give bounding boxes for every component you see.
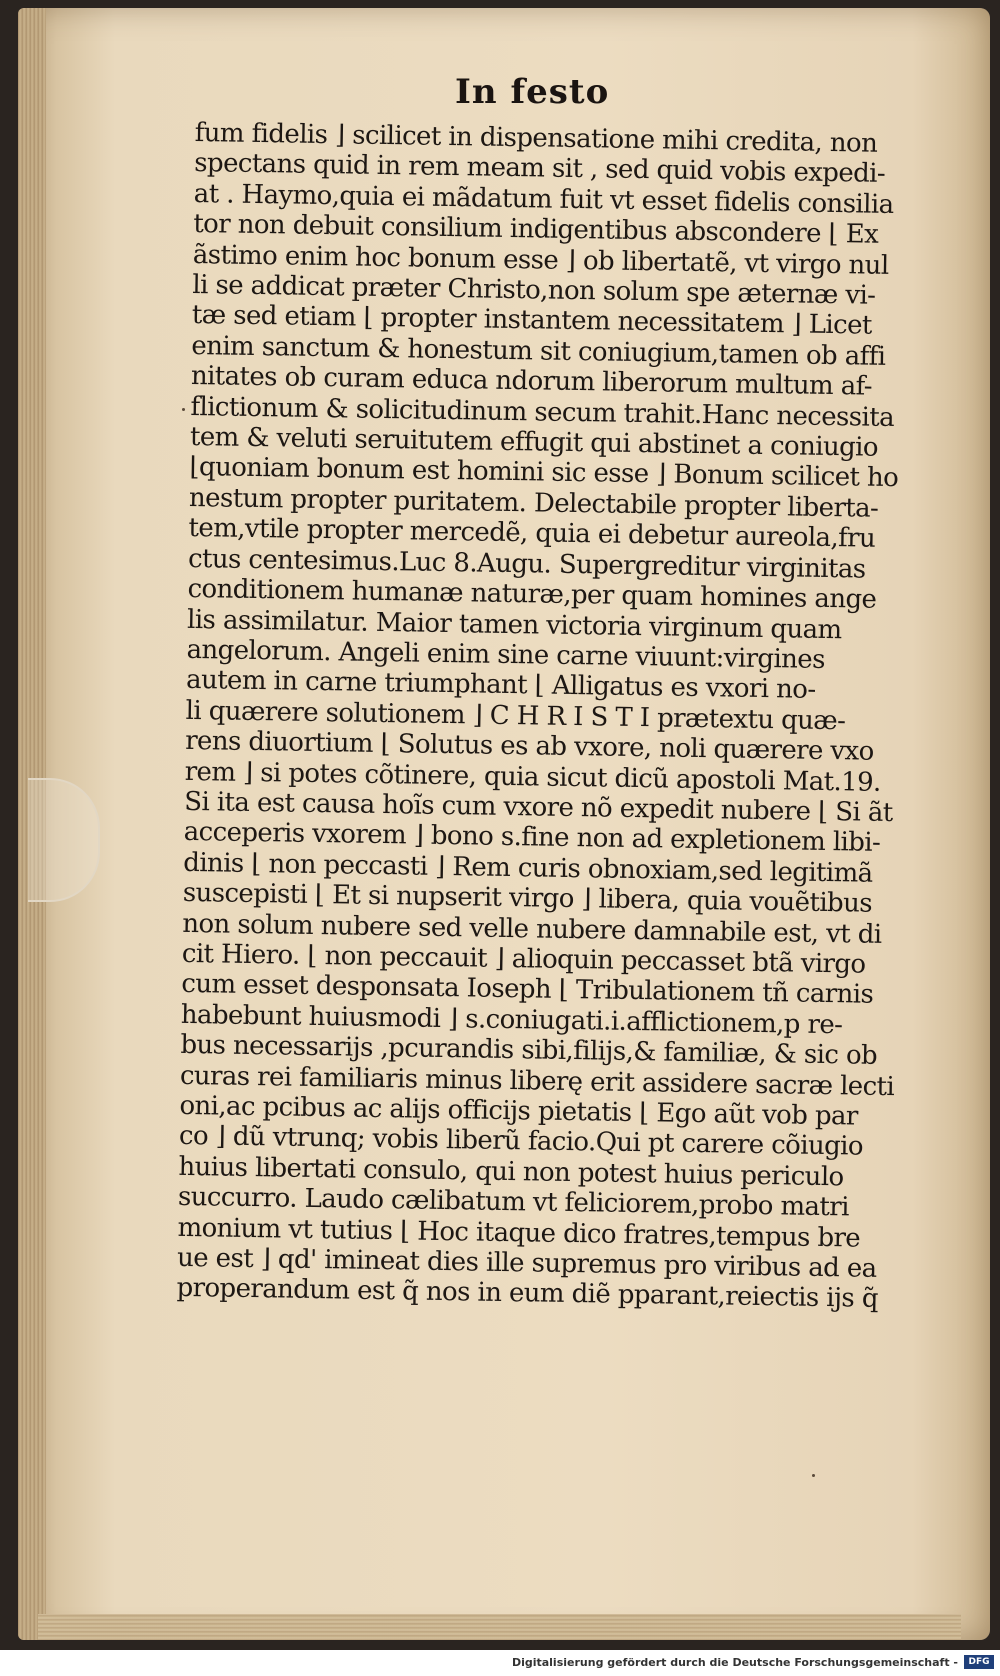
text-line: oni,ac pcibus ac alijs officijs pietatis ⌊ Ego aũt vob par [179,1090,858,1132]
text-line: autem in carne triumphant ⌊ Alligatus es vxori no- [185,665,816,706]
text-line: li se addicat præter Christo,non solum spe æternæ vi- [192,270,876,311]
text-line: non solum nubere sed velle nubere damnabile est, vt di [182,908,882,950]
text-line: conditionem humanæ naturæ,per quam homines ange [187,574,877,615]
text-line: li quærere solutionem ⌋ C H R I S T I prætextu quæ- [185,695,846,737]
text-line: cum esset desponsata Ioseph ⌊ Tribulationem tñ carnis [181,969,874,1011]
body-text [176,118,925,1315]
text-line: spectans quid in rem meam sit , sed quid vobis expedi- [194,148,886,190]
text-line: co ⌋ dũ vtrunq; vobis liberũ facio.Qui pt carere cõiugio [178,1121,864,1163]
text-line: nitates ob curam educa ndorum liberorum multum af- [190,361,873,402]
text-line: cit Hiero. ⌊ non peccauit ⌋ alioquin peccasset btã virgo [181,938,866,980]
text-line: enim sanctum & honestum sit coniugium,tamen ob affi [191,330,886,372]
text-line: tor non debuit consilium indigentibus abscondere ⌊ Ex [193,209,879,250]
text-line: monium vt tutius ⌊ Hoc itaque dico fratres,tempus bre [177,1212,861,1254]
text-line: tem & veluti seruitutem effugit qui abstinet a coniugio [189,422,879,463]
text-line: tæ sed etiam ⌊ propter instantem necessitatem ⌋ Licet [191,300,872,342]
running-heading: In festo [455,72,610,112]
text-line: acceperis vxorem ⌋ bono s.fine non ad expletionem libi- [183,817,881,859]
text-line: huius libertati consulo, qui non potest huius periculo [178,1151,844,1193]
text-line: ue est ⌋ qd' imineat dies ille supremus pro viribus ad ea [176,1242,877,1284]
text-line: at . Haymo,quia ei mãdatum fuit vt esset fidelis consilia [193,178,894,220]
text-line: rens diuortium ⌊ Solutus es ab vxore, noli quærere vxo [184,726,874,767]
text-line: angelorum. Angeli enim sine carne viuunt:virgines [186,634,826,675]
text-line: tem,vtile propter mercedẽ, quia ei debetur aureola,fru [188,513,876,555]
text-line: fum fidelis ⌋ scilicet in dispensatione mihi credita, non [194,118,878,159]
text-line: curas rei familiaris minus liberę erit assidere sacræ lecti [179,1060,895,1102]
text-line: habebunt huiusmodi ⌋ s.coniugati.i.afflictionem,p re- [180,999,843,1041]
text-line: suscepisti ⌊ Et si nupserit virgo ⌋ libera, quia vouẽtibus [182,878,873,919]
text-line: flictionum & solicitudinum secum trahit.Hanc necessita [190,391,895,433]
ink-speck [812,1474,815,1477]
text-line: Si ita est causa hoĩs cum vxore nõ expedit nubere ⌊ Si ãt [184,786,893,828]
text-line: bus necessarijs ,pcurandis sibi,filijs,& familiæ, & sic ob [180,1030,878,1072]
ink-speck [182,408,185,411]
text-line: ãstimo enim hoc bonum esse ⌋ ob libertatẽ, vt virgo nul [192,239,889,281]
funding-credit: Digitalisierung gefördert durch die Deutsche Forschungsgemeinschaft - [511,1656,958,1669]
page-clip-mark [28,778,100,902]
text-line: ⌊quoniam bonum est homini sic esse ⌋ Bonum scilicet ho [189,452,899,494]
text-line: rem ⌋ si potes cõtinere, quia sicut dicũ apostoli Mat.19. [184,756,881,798]
text-line: lis assimilatur. Maior tamen victoria virginum quam [186,604,842,645]
dfg-logo: DFG [964,1655,994,1669]
text-line: succurro. Laudo cælibatum vt feliciorem,probo matri [177,1182,850,1223]
text-line: ctus centesimus.Luc 8.Augu. Supergreditur virginitas [187,543,866,585]
footer-bar [0,1650,1000,1676]
text-line: dinis ⌊ non peccasti ⌋ Rem curis obnoxiam,sed legitimã [183,847,873,889]
text-line: nestum propter puritatem. Delectabile propter liberta- [188,482,879,524]
page-edge-bottom [38,1614,961,1640]
text-line: properandum est q̃ nos in eum diẽ pparant,reiectis ijs q̃ [176,1273,879,1315]
